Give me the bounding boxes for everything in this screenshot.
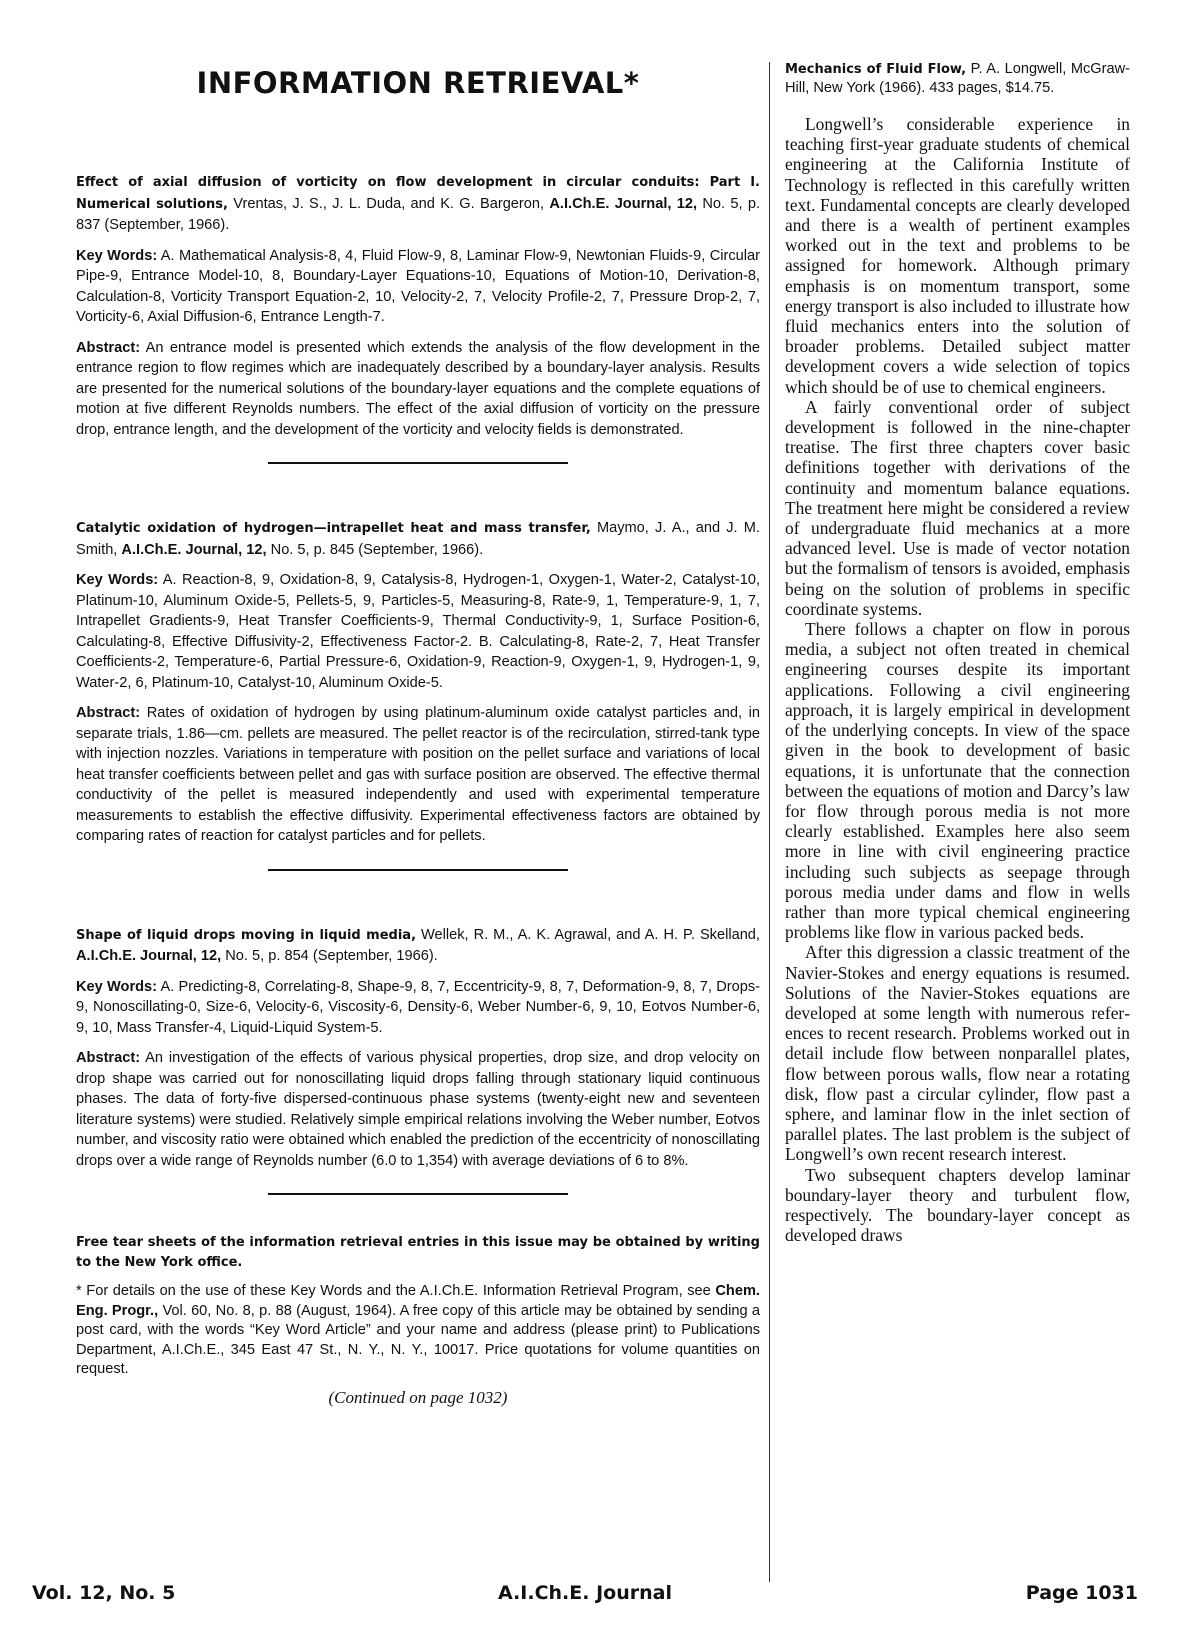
- key-words-text: A. Mathematical Analysis-8, 4, Fluid Flow-9, 8, Laminar Flow-9, Newtonian Fluids-9, Circular Pipe-9, Entrance Model-10, 8, Boundary-Layer Equations-10, Equations of Motion-10, Derivation-8, Calculation-8, Vorticity Transport Equation-2, 10, Velocity-2, 7, Velocity Profile-2, 7, Pressure Drop-2, 7, Vorticity-6, Axial Diffusion-6, Entrance Length-7.: [76, 247, 760, 325]
- review-paragraph: There follows a chapter on flow in porous media, a subject not often treated in chemical engineering courses despite its important applications. Following a civil engineering approach, it is largely empirical in development of the underlying concepts. In view of the space given in the book to development of basic equations, it is unfortunate that the connection between the equations of motion and Darcy’s law for flow through porous media is not more clearly established. Examples here also seem more in line with civil engineering practice including such subjects as seepage through porous media under dams and flow in wells rather than more typical chemical engineering problems like flow in various packed beds.: [785, 619, 1130, 943]
- entry-authors: Vrentas, J. S., J. L. Duda, and K. G. Bargeron,: [233, 195, 545, 212]
- column-divider: [769, 62, 770, 1582]
- book-details: P. A. Longwell, McGraw-Hill, New York (1966). 433 pages, $14.75.: [785, 61, 1130, 96]
- footnote-text: [76, 1282, 760, 1380]
- entry-citation: [76, 518, 760, 560]
- key-words-text: A. Predicting-8, Correlating-8, Shape-9, 8, 7, Eccentricity-9, 8, 7, Deformation-9, 8, 7, Drops-9, Nonoscillating-0, Size-6, Velocity-6, Viscosity-6, Density-6, Weber Number-6, 9, 10, Eotvos Number-6, 9, 10, Mass Transfer-4, Liquid-Liquid System-5.: [76, 978, 761, 1036]
- review-paragraph: Longwell’s considerable experience in teaching first-year graduate students of chemical engineering at the California Institute of Technology is reflected in this carefully written text. Fundamental concepts are clearly developed and there is a wealth of pertinent examples worked out in the text and problems to be assigned for homework. Although primary emphasis is on momentum transport, some energy transport is also included to illustrate how fluid mechanics enters into the solution of broader problems. Detailed subject matter development covers a wide selection of topics which should be of use to chemical engineers.: [785, 114, 1130, 397]
- abstract-label: Abstract:: [76, 1050, 141, 1066]
- key-words-label: Key Words:: [76, 978, 158, 995]
- key-words-label: Key Words:: [76, 572, 159, 588]
- book-title: Mechanics of Fluid Flow,: [785, 62, 967, 77]
- entry-abstract: [76, 1048, 760, 1171]
- entry-ref: No. 5, p. 854 (September, 1966).: [225, 948, 438, 964]
- right-column: [785, 60, 1130, 1245]
- entry-journal: A.I.Ch.E. Journal, 12,: [76, 948, 222, 964]
- review-paragraph: Two subsequent chapters develop laminar boundary-layer theory and turbulent flow, respectively. The boundary-layer concept as developed draws: [785, 1164, 1130, 1246]
- separator-rule: [268, 1193, 568, 1195]
- entry-authors: Maymo, J. A., and J. M. Smith,: [76, 520, 760, 558]
- continued-note: (Continued on page 1032): [328, 1387, 508, 1407]
- left-column: [76, 58, 760, 1407]
- book-heading: [785, 60, 1130, 98]
- free-tear-sheets-note: Free tear sheets of the information retrieval entries in this issue may be obtained by writing to the New York office.: [76, 1235, 760, 1270]
- entry-title: Effect of axial diffusion of vorticity on flow development in circular conduits: Part I. Numerical solutions,: [76, 175, 760, 212]
- footnote-post: Vol. 60, No. 8, p. 88 (August, 1964). A free copy of this article may be obtained by sending a post card, with the words “Key Word Article” and your name and address (please print) to Publications Department, A.I.Ch.E., 345 East 47 St., N. Y., N. Y., 10017. Price quotations for volume quantities on request.: [76, 1302, 760, 1377]
- entry-key-words: [76, 977, 760, 1039]
- footer-journal: A.I.Ch.E. Journal: [498, 1582, 672, 1604]
- abstract-label: Abstract:: [76, 339, 141, 356]
- footer-volume: Vol. 12, No. 5: [32, 1582, 176, 1604]
- entry-journal: A.I.Ch.E. Journal, 12,: [549, 195, 698, 212]
- entry-authors: Wellek, R. M., A. K. Agrawal, and A. H. P. Skelland,: [421, 926, 760, 943]
- review-paragraph: After this digression a classic treatment of the Navier-Stokes and energy equations is resumed. Solutions of the Navier-Stokes equations are developed at some length with numerous references to recent research. Problems worked out in detail include flow between nonparallel plates, flow between porous walls, flow near a rotating disk, flow past a circular cylinder, flow past a sphere, and laminar flow in the inlet section of parallel plates. The last problem is the subject of Longwell’s own recent research interest.: [785, 942, 1130, 1165]
- abstract-text: An investigation of the effects of various physical properties, drop size, and drop velocity on drop shape was carried out for nonoscillating liquid drops falling through stationary liquid continuous phases. The data of forty-five dispersed-continuous phase systems (twenty-eight new and seventeen literature systems) were studied. Relatively simple empirical relations involving the Weber number, Eotvos number, and viscosity ratio were obtained which enabled the prediction of the eccentricity of nonoscillating drops over a wide range of Reynolds number (6.0 to 1,354) with average deviations of 6 to 8%.: [76, 1050, 760, 1169]
- entry-abstract: [76, 338, 760, 441]
- footnote-block: [76, 1233, 760, 1407]
- footer-page-number: Page 1031: [1025, 1582, 1138, 1604]
- entry-key-words: [76, 246, 760, 328]
- entry-title: Catalytic oxidation of hydrogen—intrapellet heat and mass transfer,: [76, 521, 591, 536]
- abstract-text: An entrance model is presented which extends the analysis of the flow development in the entrance region to flow regimes which are inadequately described by a boundary-layer analysis. Results are presented for the numerical solutions of the boundary-layer equations and the complete equations of motion at five different Reynolds numbers. The effect of the axial diffusion of vorticity on the pressure drop, entrance length, and the development of the vorticity and velocity fields is demonstrated.: [76, 339, 760, 438]
- entry-ref: No. 5, p. 845 (September, 1966).: [270, 541, 484, 558]
- entry-title: Shape of liquid drops moving in liquid media,: [76, 927, 417, 943]
- abstract-label: Abstract:: [76, 705, 141, 721]
- page-title: INFORMATION RETRIEVAL*: [196, 66, 640, 100]
- entry-abstract: [76, 703, 760, 847]
- separator-rule: [268, 462, 568, 464]
- entry-ref: No. 5, p. 837 (September, 1966).: [76, 195, 761, 233]
- page-footer: [32, 1582, 1138, 1612]
- entry-key-words: [76, 570, 760, 693]
- review-paragraph: A fairly conventional order of subject development is followed in the nine-chapter treatise. The first three chapters cover basic definitions together with derivations of the continuity and momentum balance equations. The treatment here might be considered a review of undergraduate fluid mechanics at a more advanced level. Use is made of vector notation but the formalism of tensors is avoided, emphasis being on the solution of problems in specific coordinate systems.: [785, 396, 1130, 619]
- entry-citation: [76, 172, 760, 236]
- retrieval-entry: [76, 172, 760, 440]
- retrieval-entry: [76, 925, 760, 1172]
- key-words-label: Key Words:: [76, 247, 158, 264]
- retrieval-entry: [76, 518, 760, 847]
- footnote-ref: Chem. Eng. Progr.,: [76, 1283, 760, 1319]
- entry-journal: A.I.Ch.E. Journal, 12,: [121, 541, 267, 558]
- entry-citation: [76, 925, 760, 967]
- footnote-pre: * For details on the use of these Key Words and the A.I.Ch.E. Information Retrieval Program, see: [76, 1283, 711, 1299]
- book-review: [785, 114, 1130, 1245]
- abstract-text: Rates of oxidation of hydrogen by using platinum-aluminum oxide catalyst particles and, in separate trials, 1.86—cm. pellets are measured. The pellet reactor is of the recirculation, stirred-tank type with injection nozzles. Variations in temperature with position on the pellet surface and variations of local heat transfer coefficients between pellet and gas with surface position are observed. The effective thermal conductivity of the pellet is measured independently and used with experimental temperature measurements to establish the effective diffusivity. Experimental effectiveness factors are obtained by comparing rates of reaction for catalyst particles and for pellets.: [76, 705, 761, 844]
- separator-rule: [268, 869, 568, 871]
- key-words-text: A. Reaction-8, 9, Oxidation-8, 9, Catalysis-8, Hydrogen-1, Oxygen-1, Water-2, Catalyst-10, Platinum-10, Aluminum Oxide-5, Pellets-5, 9, Particles-5, Measuring-8, Rate-9, 1, Temperature-9, 1, 7, Intrapellet Gradients-9, Heat Transfer Coefficients-9, Thermal Conductivity-9, 1, Surface Position-6, Calculating-8, Effective Diffusivity-2, Effectiveness Factor-2. B. Calculating-8, Rate-2, 7, Heat Transfer Coefficients-2, Temperature-6, Partial Pressure-6, Oxidation-9, Reaction-9, Oxygen-1, 9, Hydrogen-1, 9, Water-2, 6, Platinum-10, Catalyst-10, Aluminum Oxide-5.: [76, 572, 761, 691]
